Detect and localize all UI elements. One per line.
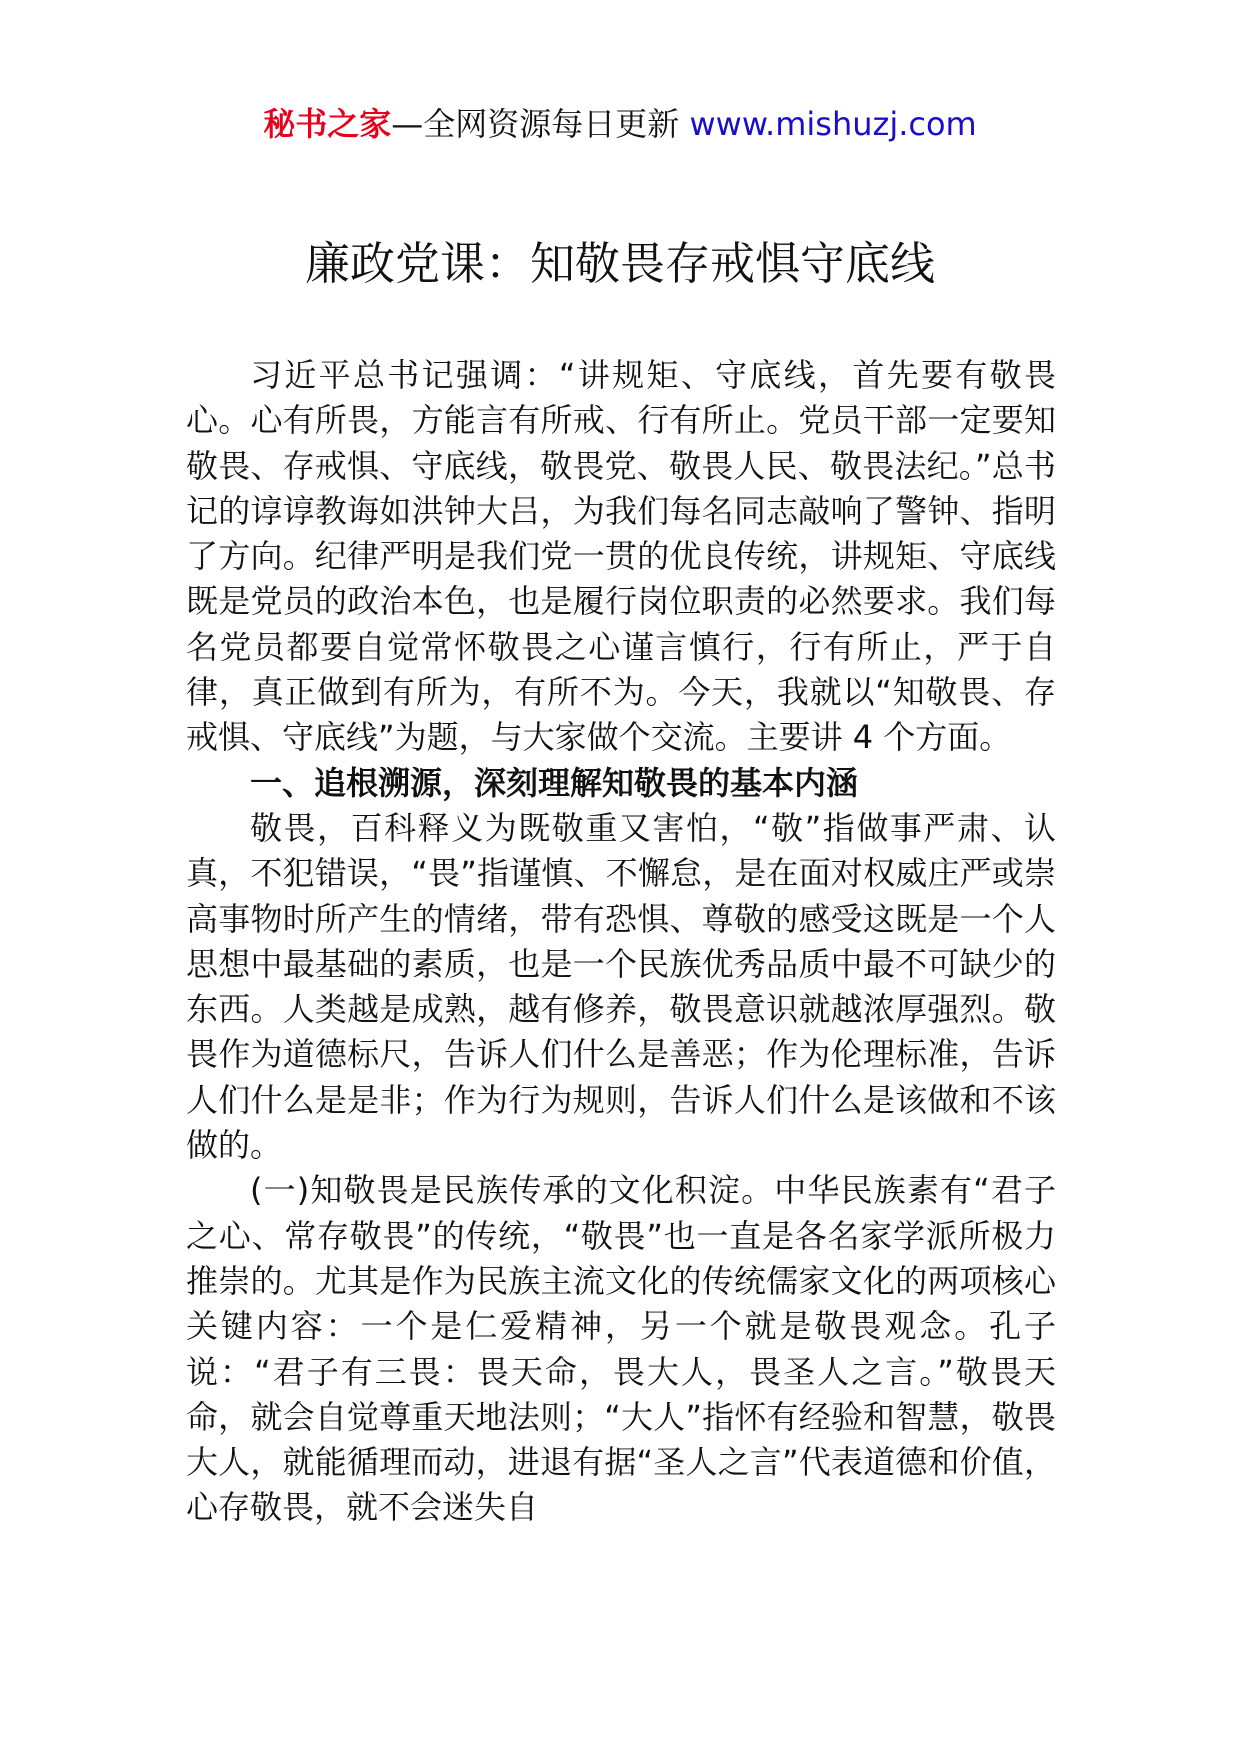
document-title: 廉政党课：知敬畏存戒惧守底线: [304, 237, 935, 290]
site-tagline: —全网资源每日更新: [391, 105, 690, 143]
site-header: [0, 100, 1240, 148]
site-url-link[interactable]: www.mishuzj.com: [689, 105, 977, 143]
intro-paragraph: 习近平总书记强调：“讲规矩、守底线，首先要有敬畏心。心有所畏，方能言有所戒、行有所止。党员干部一定要知敬畏、存戒惧、守底线，敬畏党、敬畏人民、敬畏法纪。”总书记的谆谆教诲如洪钟大吕，为我们每名同志敲响了警钟、指明了方向。纪律严明是我们党一贯的优良传统，讲规矩、守底线既是党员的政治本色，也是履行岗位职责的必然要求。我们每名党员都要自觉常怀敬畏之心谨言慎行，行有所止，严于自律，真正做到有所为，有所不为。今天，我就以“知敬畏、存戒惧、守底线”为题，与大家做个交流。主要讲 4 个方面。: [186, 356, 1056, 757]
section-heading-1: 一、追根溯源，深刻理解知敬畏的基本内涵: [250, 763, 859, 802]
subsection-paragraph-1: (一)知敬畏是民族传承的文化积淀。中华民族素有“君子之心、常存敬畏”的传统，“敬畏”也一直是各名家学派所极力推崇的。尤其是作为民族主流文化的传统儒家文化的两项核心关键内容：一个是仁爱精神，另一个就是敬畏观念。孔子说：“君子有三畏：畏天命，畏大人，畏圣人之言。”敬畏天命，就会自觉尊重天地法则；“大人”指怀有经验和智慧，敬畏大人，就能循理而动，进退有据“圣人之言”代表道德和价值，心存敬畏，就不会迷失自: [186, 1171, 1056, 1527]
definition-paragraph: 敬畏，百科释义为既敬重又害怕，“敬”指做事严肃、认真，不犯错误，“畏”指谨慎、不懈怠，是在面对权威庄严或崇高事物时所产生的情绪，带有恐惧、尊敬的感受这既是一个人思想中最基础的素质，也是一个民族优秀品质中最不可缺少的东西。人类越是成熟，越有修养，敬畏意识就越浓厚强烈。敬畏作为道德标尺，告诉人们什么是善恶；作为伦理标准，告诉人们什么是是非；作为行为规则，告诉人们什么是该做和不该做的。: [186, 808, 1056, 1165]
site-brand: 秘书之家: [263, 105, 392, 143]
document-body: [186, 353, 1056, 1531]
